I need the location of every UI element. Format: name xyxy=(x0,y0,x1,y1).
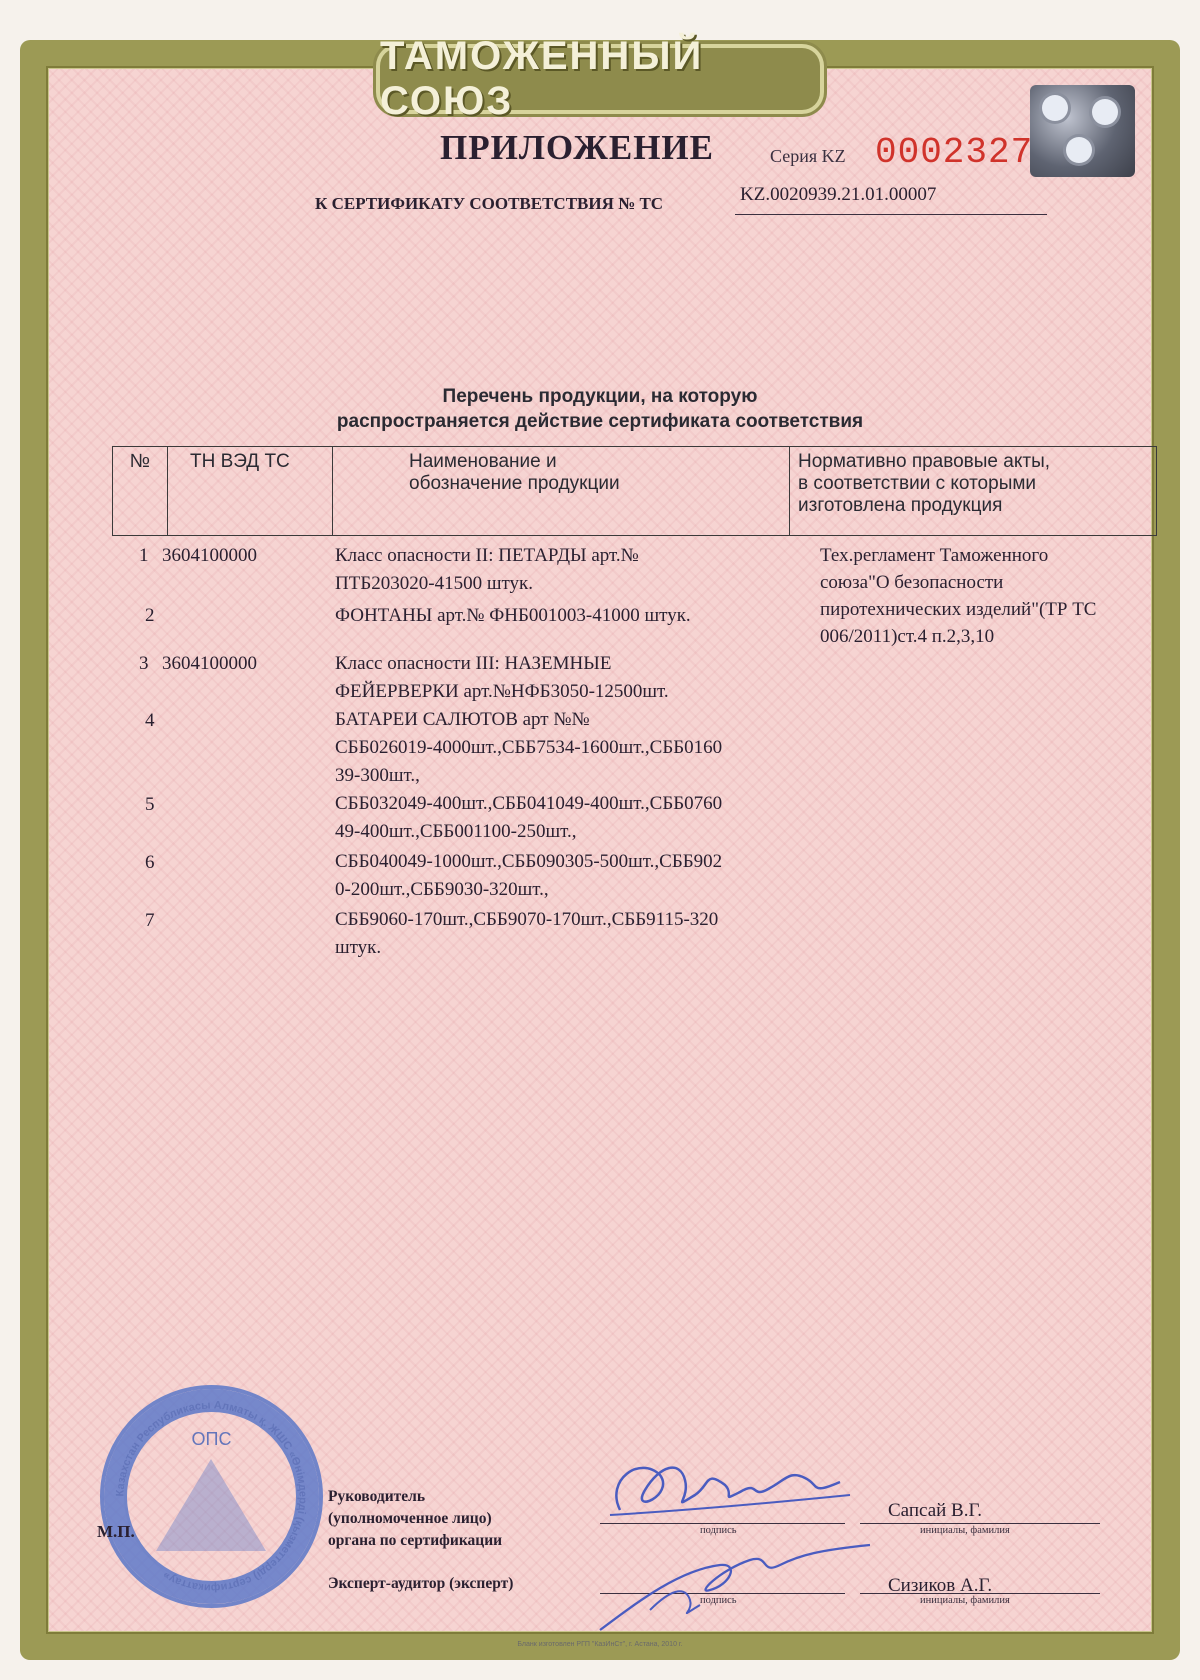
row-product-line: 49-400шт.,СББ001100-250шт., xyxy=(335,821,577,842)
head-name: Сапсай В.Г. xyxy=(888,1500,983,1521)
expert-name-line xyxy=(860,1593,1100,1594)
header-number: № xyxy=(113,447,168,536)
head-title-line: Руководитель xyxy=(328,1488,426,1505)
stamp-center-text: ОПС xyxy=(191,1429,232,1449)
row-product-line: ПТБ203020-41500 штук. xyxy=(335,573,533,594)
row-product-line: 39-300шт., xyxy=(335,765,420,786)
row-product-line: СББ9060-170шт.,СББ9070-170шт.,СББ9115-320 xyxy=(335,909,719,930)
hologram-dot-icon xyxy=(1092,99,1118,125)
head-name-caption: инициалы, фамилия xyxy=(920,1525,1010,1536)
row-product-line: СББ032049-400шт.,СББ041049-400шт.,СББ0760 xyxy=(335,793,723,814)
stamp-mp-label: М.П. xyxy=(97,1522,135,1541)
row-product-line: БАТАРЕИ САЛЮТОВ арт №№ xyxy=(335,709,590,730)
expert-label: Эксперт-аудитор (эксперт) xyxy=(328,1575,514,1592)
expert-name-caption: инициалы, фамилия xyxy=(920,1595,1010,1606)
header-code: ТН ВЭД ТС xyxy=(168,447,333,536)
table-header xyxy=(112,446,1157,536)
row-code: 3604100000 xyxy=(162,653,257,674)
normative-line: 006/2011)ст.4 п.2,3,10 xyxy=(820,626,995,647)
list-heading-line1: Перечень продукции, на которую xyxy=(442,386,758,407)
row-product-line: Класс опасности II: ПЕТАРДЫ арт.№ xyxy=(335,545,639,566)
list-heading-line2: распространяется действие сертификата соответствия xyxy=(336,411,864,432)
document-title: ПРИЛОЖЕНИЕ xyxy=(440,128,715,167)
expert-name: Сизиков А.Г. xyxy=(888,1575,993,1596)
header-product-name: Наименование и обозначение продукции xyxy=(333,447,790,536)
svg-text:Казахстан Республикасы Алматы: Казахстан Республикасы Алматы қ. ЖШС «Өнімдерді (қызметтерді) сертификаттау» xyxy=(114,1399,309,1594)
row-code: 3604100000 xyxy=(162,545,257,566)
row-number: 5 xyxy=(145,794,155,815)
row-number: 3 xyxy=(139,653,149,674)
row-product-line: СББ040049-1000шт.,СББ090305-500шт.,СББ902 xyxy=(335,851,723,872)
row-product-line: 0-200шт.,СББ9030-320шт., xyxy=(335,879,549,900)
normative-line: Тех.регламент Таможенного xyxy=(820,545,1049,566)
expert-signature-icon xyxy=(590,1530,890,1640)
certification-stamp xyxy=(100,1385,323,1608)
head-name-line xyxy=(860,1523,1100,1524)
series-label: Серия KZ xyxy=(770,146,846,166)
certificate-label: К СЕРТИФИКАТУ СООТВЕТСТВИЯ № ТС xyxy=(315,194,664,213)
row-product-line: Класс опасности III: НАЗЕМНЫЕ xyxy=(335,653,612,674)
row-number: 7 xyxy=(145,910,155,931)
row-number: 4 xyxy=(145,710,155,731)
banner-text: ТАМОЖЕННЫЙ СОЮЗ xyxy=(380,34,704,123)
head-title-line: (уполномоченное лицо) xyxy=(328,1510,492,1527)
row-number: 1 xyxy=(139,545,149,566)
header-normative-acts: Нормативно правовые акты, в соответствии с которыми изготовлена продукция xyxy=(790,447,1157,536)
stamp-triangle-icon xyxy=(156,1459,266,1551)
customs-union-banner xyxy=(380,34,820,123)
row-product-line: ФОНТАНЫ арт.№ ФНБ001003-41000 штук. xyxy=(335,605,691,626)
form-footer-note: Бланк изготовлен РГП "КазИнСт", г. Астана, 2010 г. xyxy=(517,1641,683,1648)
head-signature-icon xyxy=(600,1440,860,1540)
row-product-line: штук. xyxy=(335,937,382,958)
row-number: 2 xyxy=(145,605,155,626)
expert-signature-caption: подпись xyxy=(700,1595,737,1606)
row-product-line: СББ026019-4000шт.,СББ7534-1600шт.,СББ0160 xyxy=(335,737,723,758)
normative-line: союза"О безопасности xyxy=(820,572,1004,593)
normative-line: пиротехнических изделий"(ТР ТС xyxy=(820,599,1097,620)
hologram-dot-icon xyxy=(1042,95,1068,121)
hologram-sticker-icon xyxy=(1030,85,1135,177)
series-number: 0002327 xyxy=(875,132,1034,173)
head-title xyxy=(328,1486,502,1552)
certificate-number: KZ.0020939.21.01.00007 xyxy=(740,184,937,205)
head-title-line: органа по сертификации xyxy=(328,1532,503,1549)
row-number: 6 xyxy=(145,852,155,873)
head-signature-caption: подпись xyxy=(700,1525,737,1536)
row-product-line: ФЕЙЕРВЕРКИ арт.№НФБ3050-12500шт. xyxy=(335,681,669,702)
hologram-dot-icon xyxy=(1066,137,1092,163)
certificate-number-underline xyxy=(735,214,1047,215)
